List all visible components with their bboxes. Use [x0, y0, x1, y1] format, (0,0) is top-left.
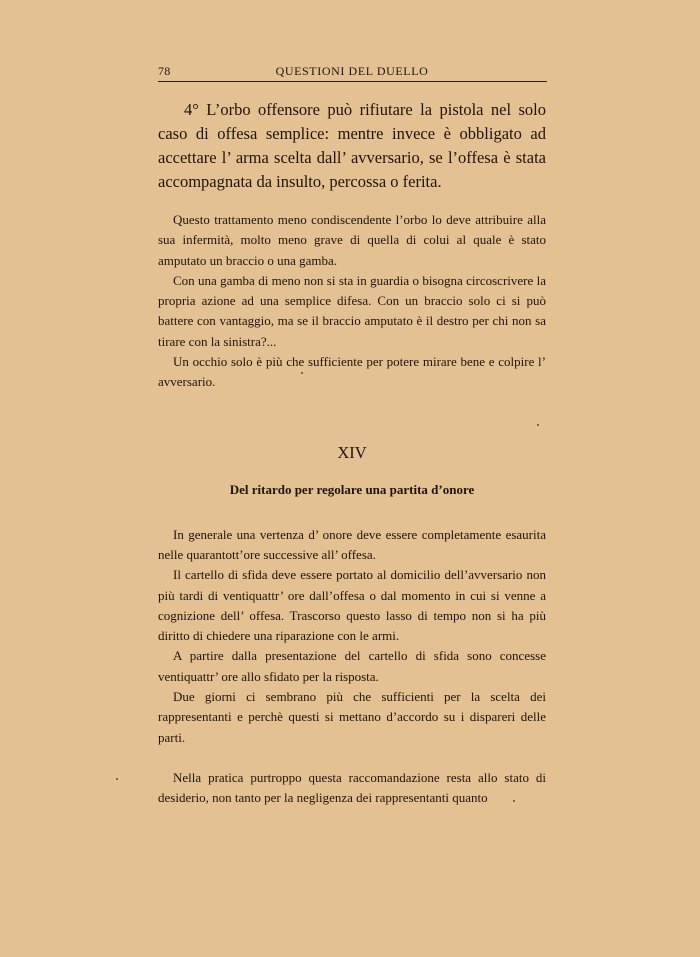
final-block [158, 768, 546, 809]
running-title: QUESTIONI DEL DUELLO [275, 64, 429, 78]
section-number: XIV [337, 442, 367, 462]
commentary-paragraph: Con una gamba di meno non si sta in guardia o bisogna circoscrivere la propria azione ad una semplice difesa. Con un braccio solo ci si può battere con vantaggio, ma se il braccio amputato è il destro per chi non sa tirare con la sinistra?... [158, 272, 546, 349]
section-paragraph: Due giorni ci sembrano più che sufficienti per la scelta dei rappresentanti e perchè questi si mettano d’accordo su i dispareri delle parti. [158, 689, 546, 745]
paper-speck [116, 778, 118, 780]
section-body [158, 525, 546, 748]
section-title: Del ritardo per regolare una partita d’onore [229, 481, 475, 497]
book-page [158, 62, 546, 809]
page-number: 78 [158, 64, 171, 78]
section-paragraph: A partire dalla presentazione del cartello di sfida sono concesse ventiquattr’ ore allo sfidato per la risposta. [158, 648, 546, 684]
paper-speck [513, 800, 515, 802]
section-paragraph: In generale una vertenza d’ onore deve essere completamente esaurita nelle quarantott’ore successive all’ offesa. [158, 526, 546, 562]
section-paragraph: Il cartello di sfida deve essere portato al domicilio dell’avversario non più tardi di ventiquattr’ ore dall’offesa o dal momento in cui si venne a cognizione dell’ offesa. Trascorso questo lasso di tempo non si ha più diritto di chiedere una riparazione con le armi. [158, 567, 546, 644]
final-paragraph: Nella pratica purtroppo questa raccomandazione resta allo stato di desiderio, non tanto per la negligenza dei rappresentanti quanto [158, 769, 546, 806]
commentary-paragraph: Questo trattamento meno condiscendente l’orbo lo deve attribuire alla sua infermità, molto meno grave di quella di colui al quale è stato amputato un braccio o una gamba. [158, 212, 546, 268]
commentary-paragraph: Un occhio solo è più che sufficiente per potere mirare bene e colpire l’ avversario. [158, 354, 546, 390]
paper-speck [537, 424, 539, 426]
page-header [158, 62, 546, 78]
paper-speck [301, 372, 303, 374]
commentary-block [158, 210, 546, 393]
header-rule [158, 81, 547, 82]
rule-paragraph-text: 4° L’orbo offensore può rifiutare la pistola nel solo caso di offesa semplice: mentre invece è obbligato ad accettare l’ arma scelta dall’ avversario, se l’offesa è stata accompagnata da insulto, percossa o ferita. [158, 100, 546, 191]
rule-paragraph [158, 98, 546, 194]
